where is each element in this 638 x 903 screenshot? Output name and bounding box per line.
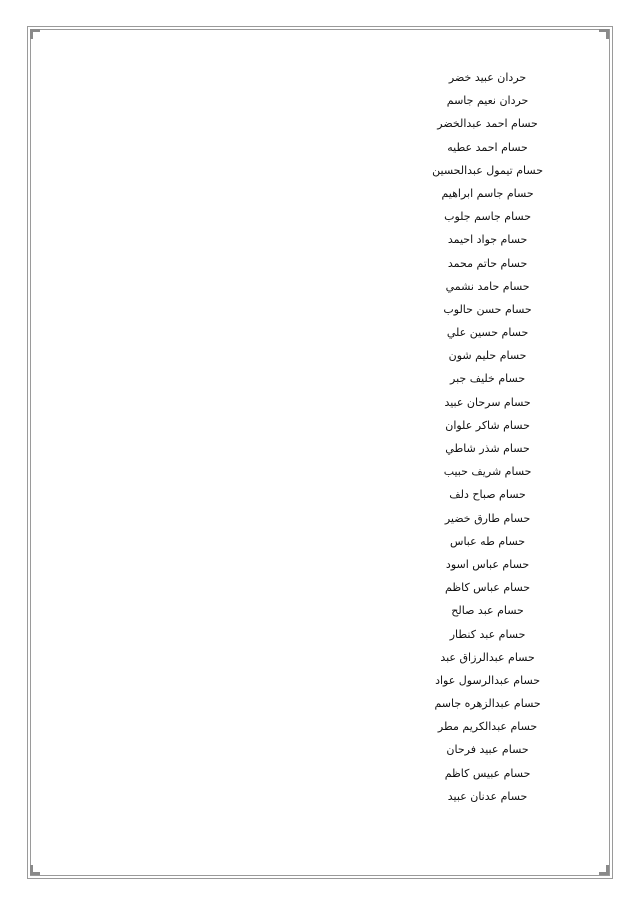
list-item: حسام عبد كنطار bbox=[449, 627, 526, 641]
list-item: حسام حاتم محمد bbox=[447, 256, 528, 270]
list-item: حسام جواد احيمد bbox=[447, 233, 528, 247]
list-item: حسام حسن حالوب bbox=[443, 302, 532, 316]
list-item: حسام عبدالزهره جاسم bbox=[434, 697, 541, 711]
names-list bbox=[432, 66, 543, 808]
corner-ornament-top-left bbox=[30, 29, 40, 39]
corner-ornament-top-right bbox=[599, 29, 609, 39]
list-item: حسام صباح دلف bbox=[449, 488, 526, 502]
list-item: حردان نعيم جاسم bbox=[446, 94, 529, 108]
list-item: حسام جاسم ابراهيم bbox=[441, 186, 534, 200]
list-item: حسام عباس كاظم bbox=[445, 581, 531, 595]
list-item: حسام شريف حبيب bbox=[443, 465, 532, 479]
list-item: حسام عبد صالح bbox=[451, 604, 524, 618]
list-item: حسام عبدالرسول عواد bbox=[435, 673, 541, 687]
list-item: حسام خليف جبر bbox=[450, 372, 526, 386]
list-item: حسام جاسم جلوب bbox=[444, 210, 532, 224]
list-item: حسام احمد عطيه bbox=[447, 140, 528, 154]
list-item: حسام حامد نشمي bbox=[445, 279, 530, 293]
list-item: حسام عبدالرزاق عبد bbox=[440, 650, 535, 664]
list-item: حسام احمد عبدالخضر bbox=[437, 117, 538, 131]
list-item: حسام عدنان عبيد bbox=[447, 789, 528, 803]
list-item: حسام عبدالكريم مطر bbox=[437, 720, 538, 734]
corner-ornament-bottom-left bbox=[30, 865, 40, 875]
list-item: حسام عبيد فرحان bbox=[446, 743, 529, 757]
list-item: حسام عباس اسود bbox=[445, 557, 530, 571]
list-item: حسام شاكر علوان bbox=[445, 418, 530, 432]
corner-ornament-bottom-right bbox=[599, 865, 609, 875]
list-item: حسام حسين علي bbox=[446, 326, 529, 340]
list-item: حسام حليم شون bbox=[448, 349, 527, 363]
list-item: حردان عبيد خضر bbox=[448, 71, 527, 84]
list-item: حسام شذر شاطي bbox=[445, 442, 530, 455]
list-item: حسام عبيس كاظم bbox=[444, 766, 531, 780]
list-item: حسام تيمول عبدالحسين bbox=[432, 163, 543, 177]
list-item: حسام طه عباس bbox=[450, 534, 526, 548]
list-item: حسام طارق خضير bbox=[444, 511, 531, 525]
list-item: حسام سرحان عبيد bbox=[444, 395, 531, 409]
